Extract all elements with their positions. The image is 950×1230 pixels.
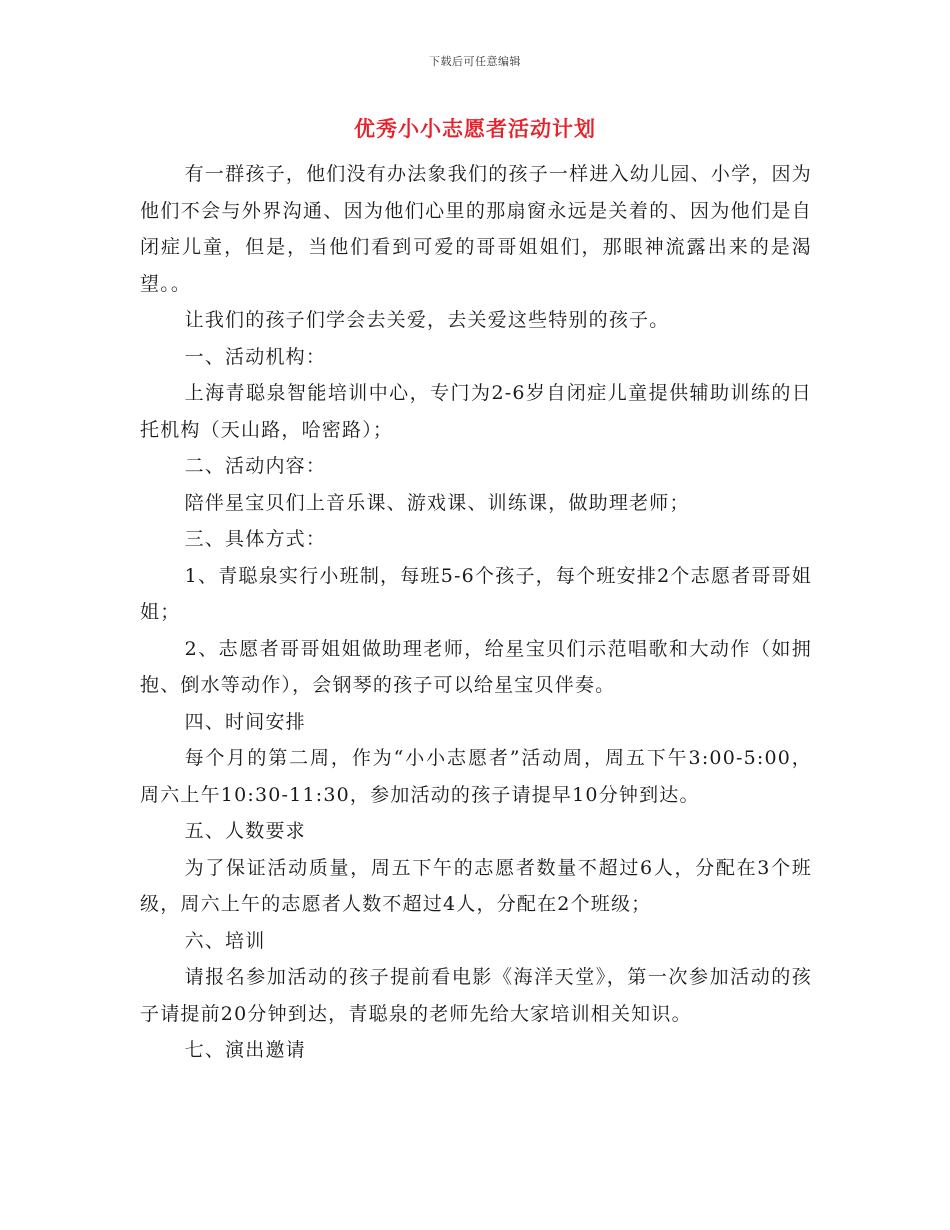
section-heading-performance: 七、演出邀请 [184,1039,306,1061]
paragraph-organization: 上海青聪泉智能培训中心，专门为2-6岁自闭症儿童提供辅助训练的日托机构（天山路，哈密路）； [140,382,812,441]
paragraph-intro: 有一群孩子，他们没有办法象我们的孩子一样进入幼儿园、小学，因为他们不会与外界沟通、因为他们心里的那扇窗永远是关着的、因为他们是自闭症儿童，但是，当他们看到可爱的哥哥姐姐们，那眼神流露出来的是渴望。。 [140,163,812,295]
section-heading-training: 六、培训 [184,929,266,952]
paragraph-method-1: 1、青聪泉实行小班制，每班5-6个孩子，每个班安排2个志愿者哥哥姐姐； [140,564,812,623]
document-body [140,156,812,1069]
section-heading-content: 二、活动内容： [184,455,327,477]
paragraph-training: 请报名参加活动的孩子提前看电影《海洋天堂》，第一次参加活动的孩子请提前20分钟到达，青聪泉的老师先给大家培训相关知识。 [140,966,812,1025]
paragraph-method-2: 2、志愿者哥哥姐姐做助理老师，给星宝贝们示范唱歌和大动作（如拥抱、倒水等动作），会钢琴的孩子可以给星宝贝伴奏。 [140,637,812,696]
header-note: 下载后可任意编辑 [429,55,521,68]
section-heading-headcount: 五、人数要求 [184,820,306,842]
paragraph-care: 让我们的孩子们学会去关爱，去关爱这些特别的孩子。 [184,309,670,331]
document-title: 优秀小小志愿者活动计划 [354,116,596,141]
paragraph-headcount: 为了保证活动质量，周五下午的志愿者数量不超过6人，分配在3个班级，周六上午的志愿者人数不超过4人，分配在2个班级； [140,856,812,915]
section-heading-method: 三、具体方式： [184,528,327,550]
section-heading-schedule: 四、时间安排 [184,710,306,733]
section-heading-organization: 一、活动机构： [184,345,327,368]
paragraph-content: 陪伴星宝贝们上音乐课、游戏课、训练课，做助理老师； [184,491,690,514]
paragraph-schedule: 每个月的第二周，作为“小小志愿者”活动周，周五下午3:00-5:00，周六上午10:30-11:30，参加活动的孩子请提早10分钟到达。 [140,747,812,806]
